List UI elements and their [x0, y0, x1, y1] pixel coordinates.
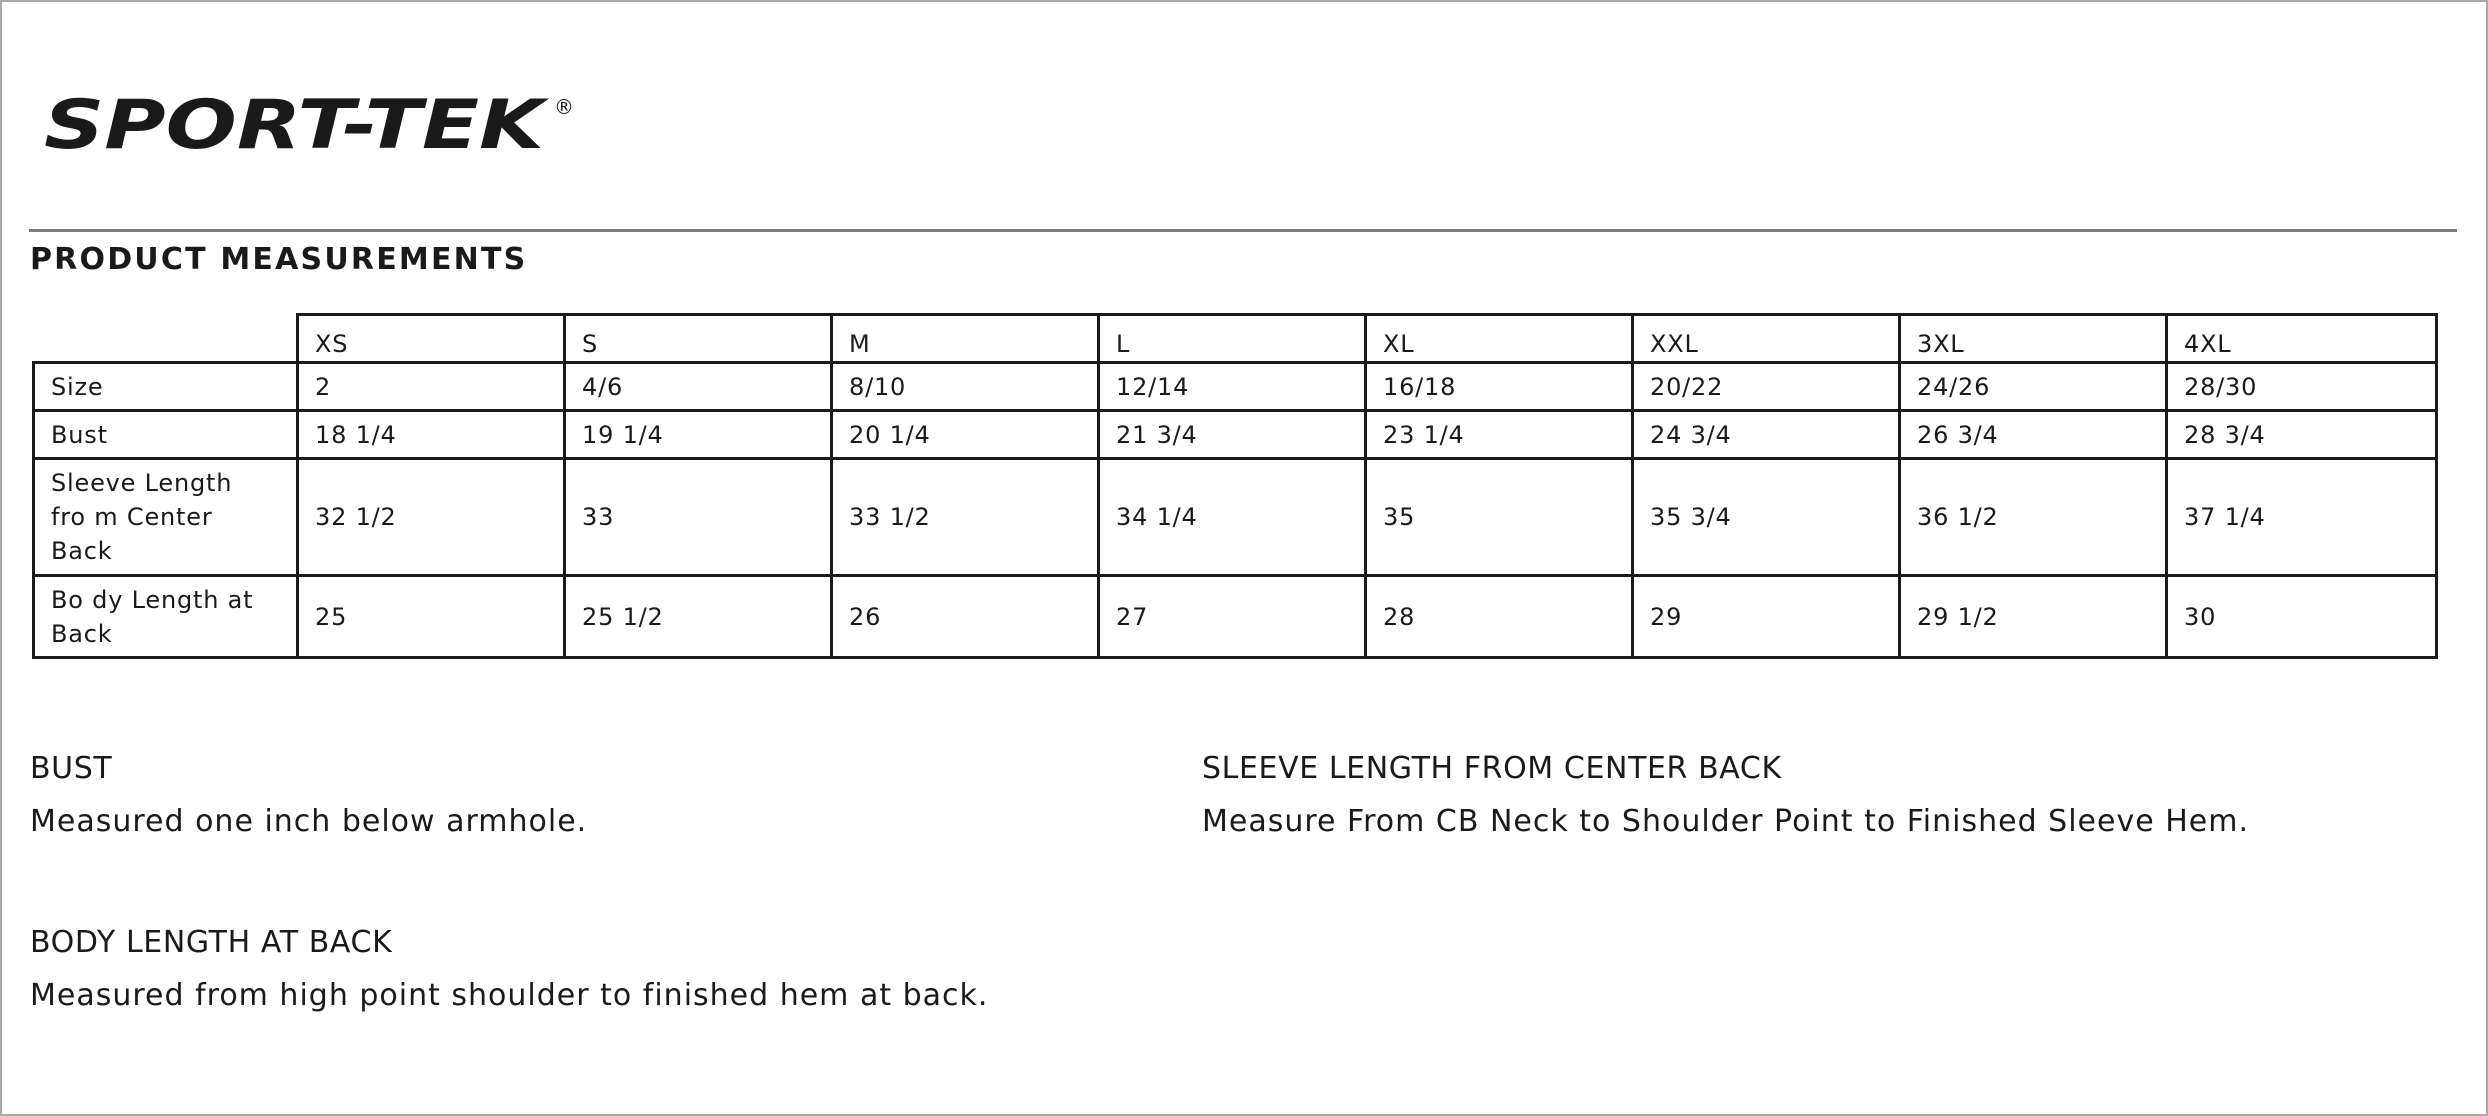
table-cell: 2	[298, 363, 565, 411]
sleeve-note-title: SLEEVE LENGTH FROM CENTER BACK	[1202, 751, 1782, 786]
table-cell: 30	[2167, 576, 2437, 658]
size-header: 3XL	[1900, 315, 2167, 363]
table-cell: 37 1/4	[2167, 459, 2437, 576]
size-header: XL	[1366, 315, 1633, 363]
table-cell: 32 1/2	[298, 459, 565, 576]
logo-wordmark: SPORT-TEK	[44, 86, 550, 165]
sport-tek-logo	[40, 78, 580, 168]
body-length-note-text: Measured from high point shoulder to finished hem at back.	[30, 978, 989, 1013]
table-cell: 35 3/4	[1633, 459, 1900, 576]
table-cell: 18 1/4	[298, 411, 565, 459]
table-cell: 23 1/4	[1366, 411, 1633, 459]
table-cell: 20/22	[1633, 363, 1900, 411]
row-label-line: Sleeve Length	[51, 469, 233, 497]
bust-note-text: Measured one inch below armhole.	[30, 804, 588, 839]
table-cell: 28/30	[2167, 363, 2437, 411]
registered-mark: ®	[554, 95, 574, 119]
table-cell: 24 3/4	[1633, 411, 1900, 459]
table-cell: 20 1/4	[832, 411, 1099, 459]
table-cell: 19 1/4	[565, 411, 832, 459]
sport-tek-logo-graphic	[40, 78, 580, 168]
size-header: L	[1099, 315, 1366, 363]
row-label-line: fro m Center	[51, 503, 213, 531]
row-label-line: Back	[51, 619, 113, 648]
table-cell: 28	[1366, 576, 1633, 658]
body-length-note-title: BODY LENGTH AT BACK	[30, 925, 393, 960]
table-row-size	[34, 363, 2437, 411]
row-label-line: Bo dy Length at	[51, 585, 254, 614]
size-header: S	[565, 315, 832, 363]
table-cell: 16/18	[1366, 363, 1633, 411]
table-row-bust	[34, 411, 2437, 459]
size-header: XXL	[1633, 315, 1900, 363]
table-cell: 35	[1366, 459, 1633, 576]
table-cell: 24/26	[1900, 363, 2167, 411]
row-label: Size	[34, 363, 298, 411]
measurements-table	[32, 313, 2438, 659]
table-cell: 25 1/2	[565, 576, 832, 658]
section-title: PRODUCT MEASUREMENTS	[30, 242, 528, 277]
sleeve-note-text: Measure From CB Neck to Shoulder Point to Finished Sleeve Hem.	[1202, 804, 2249, 839]
size-header: XS	[298, 315, 565, 363]
table-cell: 25	[298, 576, 565, 658]
table-cell: 27	[1099, 576, 1366, 658]
table-cell: 8/10	[832, 363, 1099, 411]
table-cell: 29	[1633, 576, 1900, 658]
table-cell: 21 3/4	[1099, 411, 1366, 459]
size-header-row	[34, 315, 2437, 363]
row-label-line: Back	[51, 537, 113, 565]
row-label: Bust	[34, 411, 298, 459]
size-header: M	[832, 315, 1099, 363]
blank-corner-cell	[34, 315, 298, 363]
table-row-sleeve-length	[34, 459, 2437, 576]
table-cell: 29 1/2	[1900, 576, 2167, 658]
table-cell: 12/14	[1099, 363, 1366, 411]
table-cell: 4/6	[565, 363, 832, 411]
table-cell: 33 1/2	[832, 459, 1099, 576]
table-cell: 26	[832, 576, 1099, 658]
row-label	[34, 459, 298, 576]
table-cell: 28 3/4	[2167, 411, 2437, 459]
header-divider	[29, 229, 2457, 232]
table-cell: 33	[565, 459, 832, 576]
bust-note-title: BUST	[30, 751, 113, 786]
size-header: 4XL	[2167, 315, 2437, 363]
row-label	[34, 576, 298, 658]
table-cell: 34 1/4	[1099, 459, 1366, 576]
table-cell: 36 1/2	[1900, 459, 2167, 576]
table-cell: 26 3/4	[1900, 411, 2167, 459]
table-row-body-length	[34, 576, 2437, 658]
